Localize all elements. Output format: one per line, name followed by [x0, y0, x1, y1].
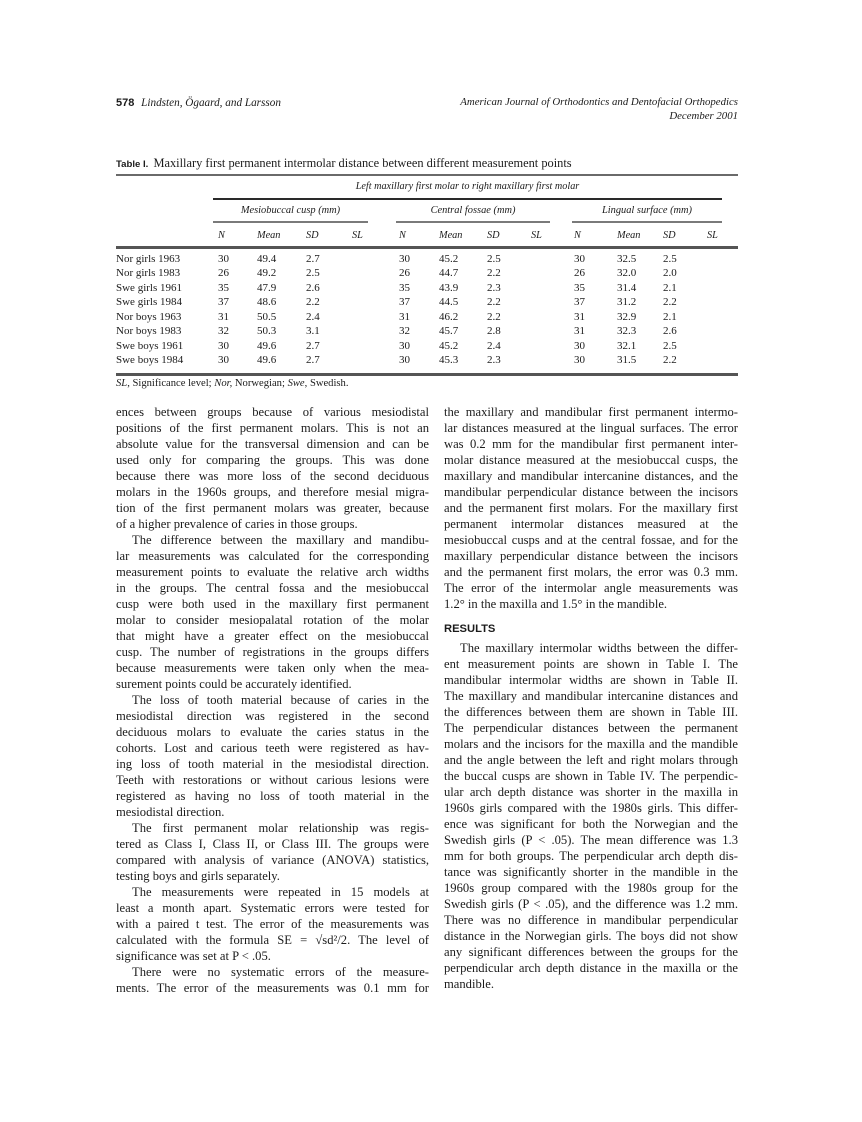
row-label: Swe boys 1961 [116, 340, 184, 352]
cell-sd: 2.2 [663, 295, 677, 308]
text-line: that might have a greater effect on the mesiobuccal [116, 629, 429, 643]
text-line: in the groups. The central fossa and the mesiobuccal [116, 581, 429, 595]
cell-n: 32 [399, 324, 410, 337]
text-line: least a month apart. Systematic errors were tested for [116, 901, 429, 915]
text-line: registered as having no loss of tooth material in the [116, 789, 429, 803]
cell-sd: 2.8 [487, 324, 501, 337]
text-line: molars in the 1960s groups, and therefore mesial migra- [116, 485, 429, 499]
col-header-n: N [399, 230, 406, 241]
cell-sd: 2.2 [487, 266, 501, 279]
table-caption [116, 156, 572, 172]
cell-sd: 2.5 [487, 253, 501, 265]
cell-sd: 2.7 [306, 340, 320, 352]
table-top-rule [116, 174, 738, 176]
cell-n: 30 [399, 253, 410, 265]
table-span-header: Left maxillary first molar to right maxillary first molar [355, 181, 580, 192]
text-line: lar measurements was calculated for the corresponding [116, 549, 429, 563]
text-line: with a paired t test. The error of the measurements was [116, 917, 429, 931]
text-line: ences between groups because of various mesiodistal [116, 405, 429, 419]
text-line: distance in the Norwegian girls. The boys did not show [444, 929, 738, 943]
text-line: The perpendicular distances between the permanent [444, 721, 738, 735]
cell-sd: 2.2 [487, 295, 501, 308]
issue-date: December 2001 [669, 109, 738, 122]
page-number: 578 [116, 97, 135, 109]
text-line: deciduous molars to evaluate the caries status in the [116, 725, 429, 739]
text-line: Swedish girls (P < .05), and the difference was 1.2 mm. [444, 897, 738, 911]
cell-mean: 45.7 [439, 324, 459, 337]
text-line: mesiodistal direction was registered in the second [116, 709, 429, 723]
cell-sd: 2.5 [663, 253, 677, 265]
text-line: molars and the incisors for the maxilla and the mandible [444, 737, 738, 751]
cell-mean: 49.2 [257, 266, 277, 279]
paragraph [116, 820, 429, 884]
text-line: testing boys and girls separately. [116, 869, 280, 883]
cell-sd: 2.5 [306, 266, 320, 279]
text-line: of a higher prevalence of caries in those groups. [116, 517, 358, 531]
text-line: and the angle between the left and right molars through [444, 753, 738, 767]
cell-mean: 44.5 [439, 295, 459, 308]
text-line: mesiodistal direction. [116, 805, 225, 819]
cell-n: 30 [218, 353, 229, 366]
footnote-abbr: Swe [287, 378, 305, 389]
text-line: ent measurement points are shown in Table I. The [444, 657, 738, 671]
text-line: cusp. The number of registrations in the groups differs [116, 645, 429, 659]
col-header-mean: Mean [439, 230, 463, 241]
text-line: used only for comparing the groups. This was done [116, 453, 429, 467]
cell-mean: 31.2 [617, 295, 637, 308]
cell-n: 31 [574, 324, 585, 337]
table-header-rule [116, 246, 738, 249]
paragraph [116, 532, 429, 692]
cell-n: 26 [399, 266, 410, 279]
group-rule-mesiobuccal [213, 221, 368, 223]
cell-mean: 32.0 [617, 266, 637, 279]
cell-n: 31 [574, 311, 585, 323]
section-heading-results: RESULTS [444, 623, 496, 635]
row-label: Swe girls 1961 [116, 282, 182, 294]
cell-mean: 49.6 [257, 353, 277, 366]
cell-sd: 2.3 [487, 353, 501, 366]
cell-n: 30 [574, 253, 585, 265]
text-line: mandibular intermolar widths are shown in Table II. [444, 673, 738, 687]
text-line: 1.2° in the maxilla and 1.5° in the mandible. [444, 597, 668, 611]
table-row [116, 339, 738, 353]
text-line: tance was significantly shorter in the mandible in the [444, 865, 738, 879]
span-header-rule [213, 198, 722, 200]
cell-n: 26 [218, 266, 229, 279]
text-line: significance was set at P < .05. [116, 949, 271, 963]
footnote-definition: , Swedish. [304, 378, 349, 389]
text-line: mm for both groups. The perpendicular arch depth dis- [444, 849, 738, 863]
cell-sd: 2.2 [487, 311, 501, 323]
cell-sd: 2.7 [306, 353, 320, 366]
cell-n: 37 [399, 295, 410, 308]
text-line: tered as Class I, Class II, or Class III. The groups were [116, 837, 429, 851]
text-line: surement points could be accurately identified. [116, 677, 352, 691]
text-line: measurement points to evaluate the relative arch widths [116, 565, 429, 579]
cell-mean: 32.9 [617, 311, 637, 323]
text-line: Swedish girls (P < .05). The mean difference was 1.3 [444, 833, 738, 847]
footnote-definition: Norwegian; [232, 378, 288, 389]
text-line: tion of the first permanent molars was greater, because [116, 501, 429, 515]
text-line: 1960s girls compared with the 1980s girls. This differ- [444, 801, 738, 815]
text-line: ing loss of tooth material in the mesiodistal direction. [116, 757, 429, 771]
text-line: absolute value for the transversal dimension and can be [116, 437, 429, 451]
cell-mean: 49.4 [257, 253, 277, 265]
group-header-central-fossae: Central fossae (mm) [430, 205, 516, 216]
text-line: the differences between them are shown in Table III. [444, 705, 738, 719]
text-line: The error of the intermolar angle measurements was [444, 581, 738, 595]
row-label: Swe boys 1984 [116, 353, 184, 366]
text-line: 1960s group compared with the 1980s group for the [444, 881, 738, 895]
journal-title: American Journal of Orthodontics and Dentofacial Orthopedics [460, 96, 738, 108]
table-row [116, 281, 738, 295]
paragraph [116, 964, 429, 996]
text-line: the buccal cusps are shown in Table IV. The perpendic- [444, 769, 738, 783]
table-row [116, 324, 738, 338]
text-line: maxillary and mandibular intercanine distances, and the [444, 469, 738, 483]
cell-n: 35 [218, 282, 229, 294]
footnote-abbr: SL [116, 378, 128, 389]
group-rule-central-fossae [396, 221, 550, 223]
col-header-sl: SL [531, 230, 542, 241]
running-header-right [460, 96, 738, 123]
cell-sd: 2.7 [306, 253, 320, 265]
row-label: Nor boys 1963 [116, 311, 182, 323]
paragraph [116, 884, 429, 964]
footnote-abbr: Nor, [214, 378, 233, 389]
paragraph [444, 404, 738, 612]
cell-sd: 2.0 [663, 266, 677, 279]
text-line: molar to consider mesiopalatal rotation of the molar [116, 613, 429, 627]
text-line: was 0.2 mm for the mandibular first permanent inter- [444, 437, 738, 451]
cell-mean: 31.5 [617, 353, 637, 366]
cell-n: 35 [574, 282, 585, 294]
col-header-sd: SD [306, 230, 319, 241]
col-header-sl: SL [352, 230, 363, 241]
cell-sd: 2.4 [306, 311, 320, 323]
text-line: because measurements were taken only when the mea- [116, 661, 429, 675]
cell-mean: 32.5 [617, 253, 637, 265]
text-line: ments. The error of the measurements was 0.1 mm for [116, 981, 429, 995]
table-row [116, 252, 738, 266]
text-line: ence was significant for both the Norwegian and the [444, 817, 738, 831]
cell-sd: 3.1 [306, 324, 320, 337]
cell-sd: 2.6 [306, 282, 320, 294]
text-line: maxillary perpendicular distance between the incisors [444, 549, 738, 563]
text-line: Teeth with restorations or without carious lesions were [116, 773, 429, 787]
text-line: the maxillary and mandibular first permanent intermo- [444, 405, 738, 419]
text-line: mandibular perpendicular distance between the incisors [444, 485, 738, 499]
table-caption-text: Maxillary first permanent intermolar distance between different measurement points [153, 156, 572, 170]
cell-n: 30 [218, 340, 229, 352]
table-row [116, 295, 738, 309]
table-row [116, 310, 738, 324]
col-header-n: N [574, 230, 581, 241]
col-header-sl: SL [707, 230, 718, 241]
cell-mean: 31.4 [617, 282, 637, 294]
text-line: There was no difference in mandibular perpendicular [444, 913, 738, 927]
col-header-sd: SD [487, 230, 500, 241]
text-line: permanent intermolar distances measured at the [444, 517, 738, 531]
table-footnote [116, 377, 349, 390]
cell-n: 30 [399, 353, 410, 366]
cell-n: 31 [399, 311, 410, 323]
cell-mean: 48.6 [257, 295, 277, 308]
cell-n: 26 [574, 266, 585, 279]
text-line: calculated with the formula SE = √sd²/2. The level of [116, 933, 429, 947]
text-line: positions of the first permanent molars. This is not an [116, 421, 429, 435]
text-line: The loss of tooth material because of caries in the [132, 693, 429, 707]
text-line: compared with analysis of variance (ANOVA) statistics, [116, 853, 429, 867]
text-line: because there was more loss of the second deciduous [116, 469, 429, 483]
text-line: any significant differences between the groups for the [444, 945, 738, 959]
cell-mean: 45.2 [439, 253, 459, 265]
text-line: cusp were both used in the maxillary first permanent [116, 597, 429, 611]
cell-n: 31 [218, 311, 229, 323]
cell-sd: 2.2 [306, 295, 320, 308]
running-authors: Lindsten, Ögaard, and Larsson [141, 97, 281, 109]
group-rule-lingual-surface [572, 221, 722, 223]
cell-mean: 32.1 [617, 340, 637, 352]
cell-sd: 2.1 [663, 311, 677, 323]
cell-n: 30 [218, 253, 229, 265]
cell-sd: 2.3 [487, 282, 501, 294]
text-line: The maxillary and mandibular intercanine distances and [444, 689, 738, 703]
row-label: Nor girls 1983 [116, 266, 181, 279]
cell-mean: 46.2 [439, 311, 459, 323]
row-label: Swe girls 1984 [116, 295, 182, 308]
cell-sd: 2.2 [663, 353, 677, 366]
text-line: The first permanent molar relationship was regis- [132, 821, 429, 835]
text-line: perpendicular arch depth distance in the maxilla or the [444, 961, 738, 975]
table-bottom-rule [116, 373, 738, 376]
paragraph [444, 640, 738, 992]
text-line: The maxillary intermolar widths between the differ- [460, 641, 738, 655]
text-line: mesiobuccal cusps and at the central fossae, and for the [444, 533, 738, 547]
group-header-lingual-surface: Lingual surface (mm) [601, 205, 693, 216]
cell-n: 32 [218, 324, 229, 337]
paragraph [116, 404, 429, 532]
cell-n: 35 [399, 282, 410, 294]
cell-n: 37 [218, 295, 229, 308]
col-header-mean: Mean [617, 230, 641, 241]
table-label: Table I. [116, 159, 149, 170]
text-line: There were no systematic errors of the measure- [132, 965, 429, 979]
cell-mean: 47.9 [257, 282, 277, 294]
cell-n: 30 [574, 353, 585, 366]
col-header-n: N [218, 230, 225, 241]
table-row [116, 353, 738, 367]
text-line: mandible. [444, 977, 495, 991]
cell-n: 30 [574, 340, 585, 352]
cell-mean: 32.3 [617, 324, 637, 337]
text-line: lar distances measured at the lingual surfaces. The error [444, 421, 738, 435]
text-column-right [444, 404, 738, 992]
text-line: ular arch depth distance was shorter in the maxilla in [444, 785, 738, 799]
row-label: Nor boys 1983 [116, 324, 182, 337]
text-line: and the permanent first molars. For the maxillary first [444, 501, 738, 515]
text-line: cohorts. Lost and carious teeth were registered as hav- [116, 741, 429, 755]
text-line: and the permanent first molars, the error was 0.3 mm. [444, 565, 738, 579]
col-header-sd: SD [663, 230, 676, 241]
row-label: Nor girls 1963 [116, 253, 181, 265]
cell-sd: 2.5 [663, 340, 677, 352]
footnote-definition: , Significance level; [127, 378, 215, 389]
cell-mean: 43.9 [439, 282, 459, 294]
cell-n: 30 [399, 340, 410, 352]
cell-mean: 45.2 [439, 340, 459, 352]
group-header-mesiobuccal: Mesiobuccal cusp (mm) [240, 205, 341, 216]
cell-sd: 2.1 [663, 282, 677, 294]
cell-mean: 50.3 [257, 324, 277, 337]
cell-mean: 49.6 [257, 340, 277, 352]
cell-sd: 2.4 [487, 340, 501, 352]
cell-sd: 2.6 [663, 324, 677, 337]
table-row [116, 266, 738, 280]
cell-mean: 50.5 [257, 311, 277, 323]
text-line: The measurements were repeated in 15 models at [132, 885, 429, 899]
text-line: molar distance measured at the mesiobuccal cusps, the [444, 453, 738, 467]
cell-mean: 45.3 [439, 353, 459, 366]
running-header-left [116, 96, 281, 110]
paragraph [116, 692, 429, 820]
col-header-mean: Mean [257, 230, 281, 241]
text-column-left [116, 404, 429, 996]
cell-n: 37 [574, 295, 585, 308]
cell-mean: 44.7 [439, 266, 459, 279]
text-line: The difference between the maxillary and mandibu- [132, 533, 429, 547]
